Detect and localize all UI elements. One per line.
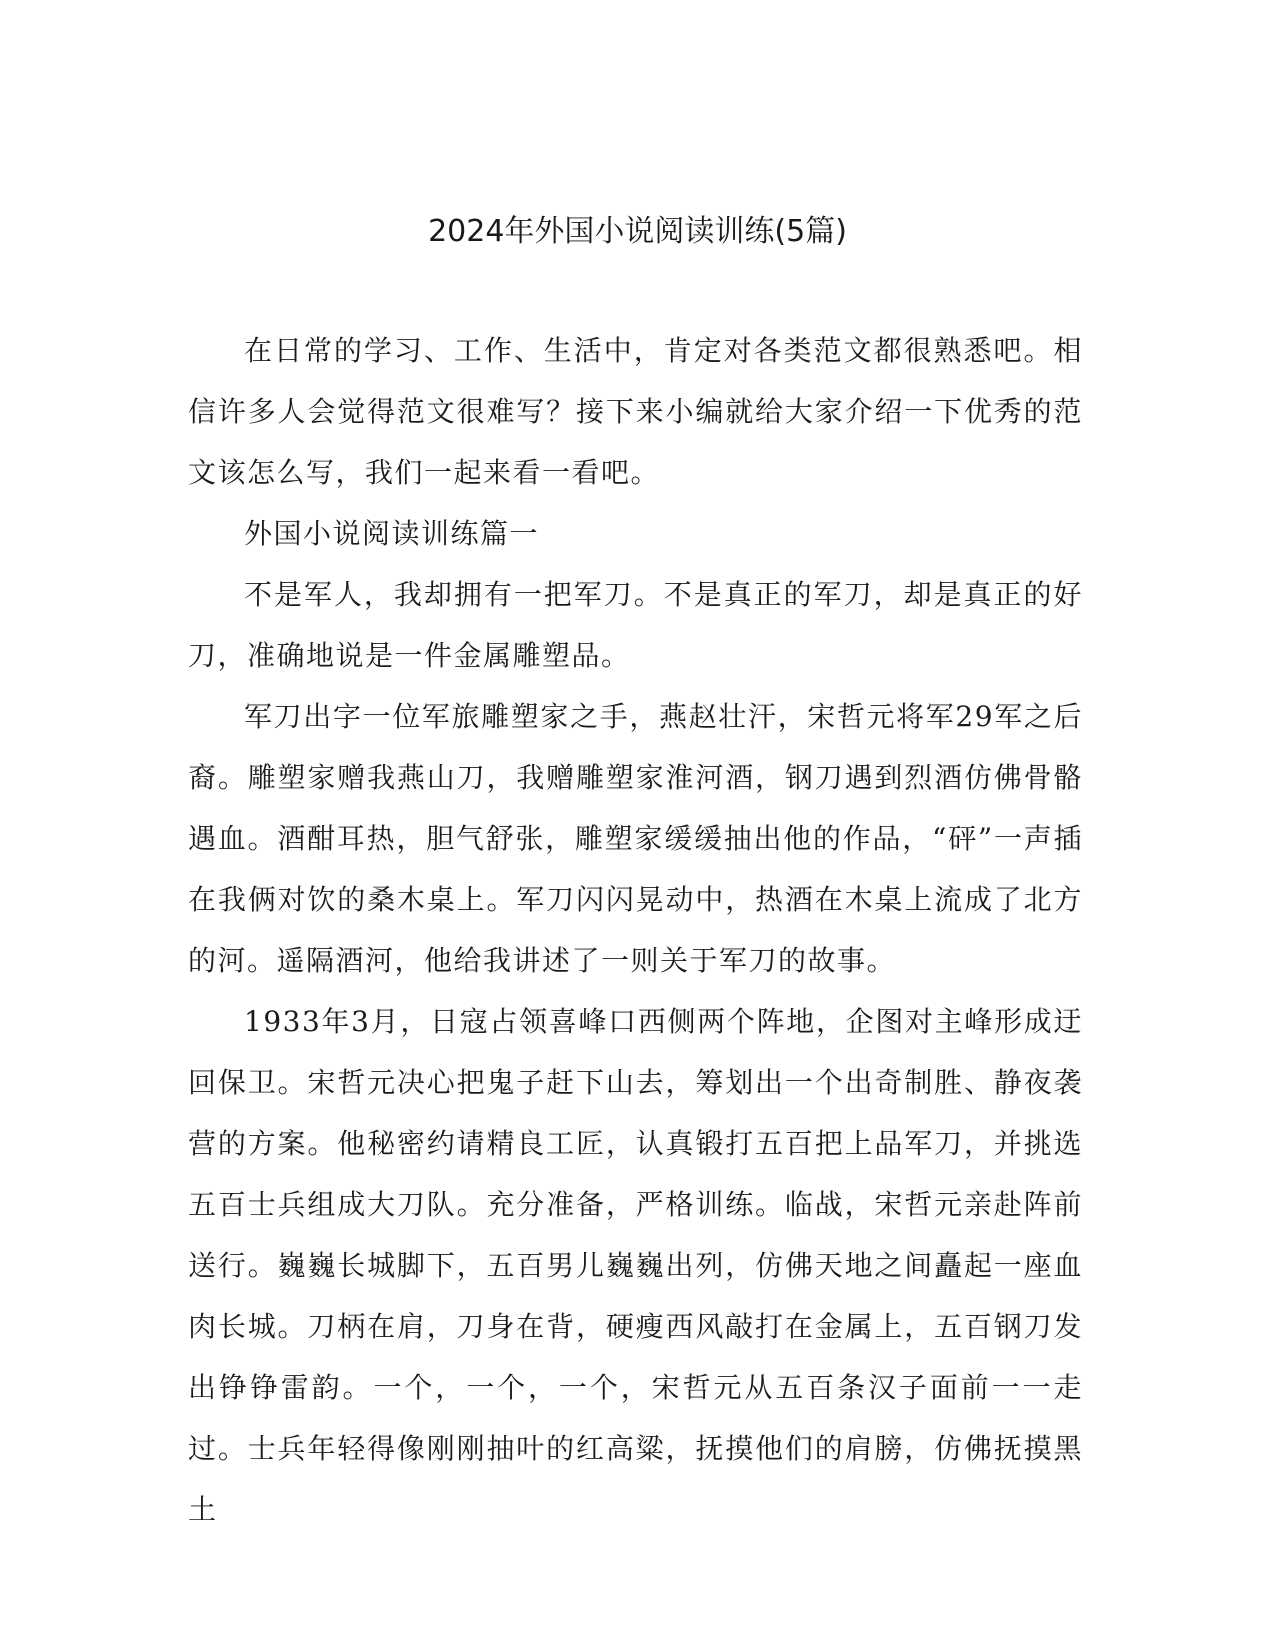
body-paragraph: 军刀出字一位军旅雕塑家之手，燕赵壮汗，宋哲元将军29军之后裔。雕塑家赠我燕山刀，我赠雕塑家淮河酒，钢刀遇到烈酒仿佛骨骼遇血。酒酣耳热，胆气舒张，雕塑家缓缓抽出他的作品，“砰”一声插在我俩对饮的桑木桌上。军刀闪闪晃动中，热酒在木桌上流成了北方的河。遥隔酒河，他给我讲述了一则关于军刀的故事。 [188, 700, 1083, 977]
intro-paragraph: 在日常的学习、工作、生活中，肯定对各类范文都很熟悉吧。相信许多人会觉得范文很难写？接下来小编就给大家介绍一下优秀的范文该怎么写，我们一起来看一看吧。 [188, 334, 1083, 489]
section-heading: 外国小说阅读训练篇一 [244, 517, 540, 550]
document-title: 2024年外国小说阅读训练(5篇) [428, 214, 847, 249]
document-body [188, 320, 1083, 1540]
body-paragraph: 不是军人，我却拥有一把军刀。不是真正的军刀，却是真正的好刀，准确地说是一件金属雕塑品。 [188, 578, 1083, 672]
body-paragraph: 1933年3月，日寇占领喜峰口西侧两个阵地，企图对主峰形成迂回保卫。宋哲元决心把鬼子赶下山去，筹划出一个出奇制胜、静夜袭营的方案。他秘密约请精良工匠，认真锻打五百把上品军刀，并挑选五百士兵组成大刀队。充分准备，严格训练。临战，宋哲元亲赴阵前送行。巍巍长城脚下，五百男儿巍巍出列，仿佛天地之间矗起一座血肉长城。刀柄在肩，刀身在背，硬瘦西风敲打在金属上，五百钢刀发出铮铮雷韵。一个，一个，一个，宋哲元从五百条汉子面前一一走过。士兵年轻得像刚刚抽叶的红高粱，抚摸他们的肩膀，仿佛抚摸黑土 [188, 1005, 1083, 1526]
